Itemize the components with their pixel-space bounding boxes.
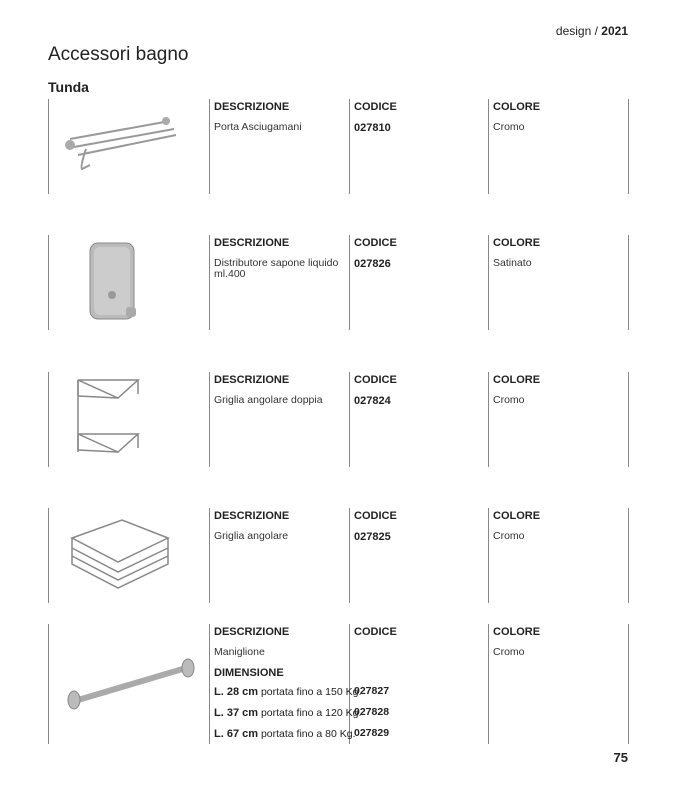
product-code: 027829 bbox=[354, 727, 390, 739]
product-code: 027824 bbox=[354, 395, 391, 407]
product-color: Cromo bbox=[493, 646, 525, 658]
code-header: CODICE bbox=[354, 237, 397, 249]
description-header: DESCRIZIONE bbox=[214, 510, 290, 522]
corner-basket-image bbox=[58, 508, 198, 603]
header-year: 2021 bbox=[601, 24, 628, 38]
towel-rack-image bbox=[58, 99, 198, 194]
dimension-row bbox=[214, 703, 361, 724]
page-header bbox=[556, 24, 628, 38]
page-title: Accessori bagno bbox=[48, 44, 189, 65]
double-corner-basket-image bbox=[58, 372, 198, 467]
product-code: 027828 bbox=[354, 706, 390, 718]
product-description: Distributore sapone liquido ml.400 bbox=[214, 257, 339, 280]
dimension-load: portata fino a 80 Kg. bbox=[260, 728, 356, 740]
product-color: Cromo bbox=[493, 121, 525, 133]
dimension-load: portata fino a 120 Kg. bbox=[260, 707, 362, 719]
product-color: Satinato bbox=[493, 257, 532, 269]
code-header: CODICE bbox=[354, 101, 397, 113]
product-code: 027826 bbox=[354, 258, 391, 270]
product-code: 027827 bbox=[354, 685, 390, 697]
dimension-size: L. 67 cm bbox=[214, 728, 259, 740]
product-description: Maniglione bbox=[214, 646, 265, 658]
code-header: CODICE bbox=[354, 626, 397, 638]
product-color: Cromo bbox=[493, 530, 525, 542]
description-header: DESCRIZIONE bbox=[214, 626, 290, 638]
color-header: COLORE bbox=[493, 626, 541, 638]
product-code: 027810 bbox=[354, 122, 391, 134]
code-header: CODICE bbox=[354, 374, 397, 386]
product-description: Porta Asciugamani bbox=[214, 121, 302, 133]
dimension-header: DIMENSIONE bbox=[214, 667, 284, 679]
description-header: DESCRIZIONE bbox=[214, 237, 290, 249]
product-row bbox=[48, 508, 629, 603]
description-header: DESCRIZIONE bbox=[214, 101, 290, 113]
color-header: COLORE bbox=[493, 101, 541, 113]
product-description: Griglia angolare bbox=[214, 530, 289, 542]
color-header: COLORE bbox=[493, 237, 541, 249]
product-row bbox=[48, 99, 629, 194]
code-header: CODICE bbox=[354, 510, 397, 522]
grab-bar-image bbox=[58, 624, 198, 744]
dimension-size: L. 37 cm bbox=[214, 707, 259, 719]
section-title: Tunda bbox=[48, 79, 89, 95]
product-description: Griglia angolare doppia bbox=[214, 394, 323, 406]
product-color: Cromo bbox=[493, 394, 525, 406]
dimension-row bbox=[214, 682, 361, 703]
product-row bbox=[48, 372, 629, 467]
product-row bbox=[48, 624, 629, 744]
soap-dispenser-image bbox=[58, 235, 198, 330]
page-number: 75 bbox=[613, 750, 628, 765]
color-header: COLORE bbox=[493, 510, 541, 522]
dimension-size: L. 28 cm bbox=[214, 686, 259, 698]
header-prefix: design / bbox=[555, 24, 598, 38]
dimension-load: portata fino a 150 Kg. bbox=[260, 686, 362, 698]
dimension-row bbox=[214, 724, 361, 745]
description-header: DESCRIZIONE bbox=[214, 374, 290, 386]
product-row bbox=[48, 235, 629, 330]
color-header: COLORE bbox=[493, 374, 541, 386]
product-code: 027825 bbox=[354, 531, 391, 543]
